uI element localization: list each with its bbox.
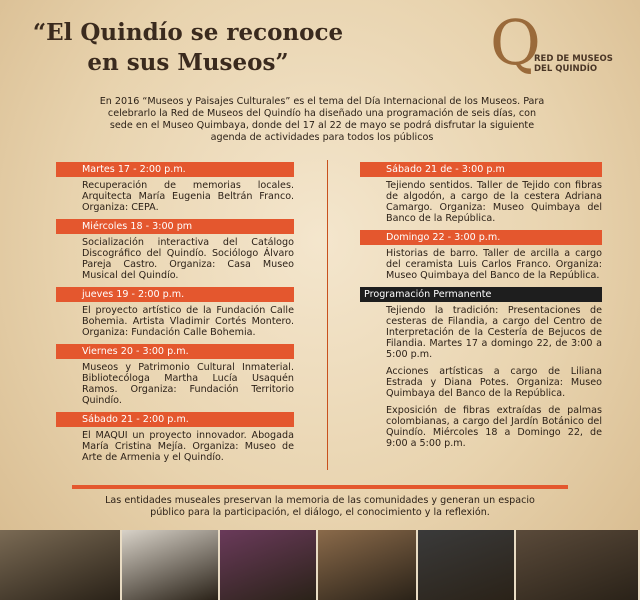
agenda-entry [56, 412, 294, 463]
museum-photo [122, 530, 220, 600]
agenda-entry [360, 162, 602, 224]
agenda-entry [360, 230, 602, 281]
agenda-entry [56, 287, 294, 338]
agenda-entry [56, 162, 294, 213]
column-divider [327, 160, 328, 470]
agenda-day-header: Viernes 20 - 3:00 p.m. [56, 344, 294, 359]
agenda-description: El proyecto artístico de la Fundación Calle Bohemia. Artista Vladimir Cortés Montero. Organiza: Fundación Calle Bohemia. [82, 305, 294, 338]
permanent-item: Acciones artísticas a cargo de Liliana Estrada y Diana Potes. Organiza: Museo Quimbaya del Banco de la República. [386, 366, 602, 399]
museum-photo [418, 530, 516, 600]
agenda-day-header: Domingo 22 - 3:00 p.m. [360, 230, 602, 245]
intro-paragraph: En 2016 “Museos y Paisajes Culturales” es el tema del Día Internacional de los Museos. Para celebrarlo la Red de Museos del Quindío ha diseñado una programación de seis días, con sede en el Museo Quimbaya, donde del 17 al 22 de mayo se podrá disfrutar la siguiente agenda de actividades para todos los públicos [99, 96, 545, 143]
museum-photo [0, 530, 122, 600]
title-line-1: “El Quindío se reconoce [32, 19, 344, 46]
right-agenda-column [360, 162, 602, 455]
title-line-2: en sus Museos” [87, 49, 289, 76]
page-title [28, 18, 348, 78]
permanent-item: Tejiendo la tradición: Presentaciones de cesteras de Filandia, a cargo del Centro de Interpretación de la Cestería de Bejucos de Filandia. Martes 17 a domingo 22, de 3:00 a 5:00 p.m. [386, 305, 602, 360]
agenda-description: El MAQUI un proyecto innovador. Abogada María Cristina Mejía. Organiza: Museo de Arte de Armenia y el Quindío. [82, 430, 294, 463]
agenda-description: Museos y Patrimonio Cultural Inmaterial. Bibliotecóloga Martha Lucía Usaquén Ramos. Organiza: Fundación Territorio Quindío. [82, 362, 294, 406]
red-museos-logo [490, 6, 620, 84]
agenda-day-header: Sábado 21 - 2:00 p.m. [56, 412, 294, 427]
agenda-entry [56, 344, 294, 406]
agenda-description: Tejiendo sentidos. Taller de Tejido con fibras de algodón, a cargo de la cestera Adriana Camargo. Organiza: Museo Quimbaya del Banco de la República. [386, 180, 602, 224]
logo-line-1: RED DE MUSEOS [534, 54, 613, 64]
agenda-day-header: Miércoles 18 - 3:00 pm [56, 219, 294, 234]
permanent-program-header: Programación Permanente [360, 287, 602, 302]
left-agenda-column [56, 162, 294, 469]
agenda-day-header: jueves 19 - 2:00 p.m. [56, 287, 294, 302]
agenda-day-header: Martes 17 - 2:00 p.m. [56, 162, 294, 177]
agenda-description: Socialización interactiva del Catálogo Discográfico del Quindío. Sociólogo Álvaro Pareja Castro. Organiza: Casa Museo Musical del Quindío. [82, 237, 294, 281]
permanent-item: Exposición de fibras extraídas de palmas colombianas, a cargo del Jardín Botánico del Quindío. Miércoles 18 a Domingo 22, de 9:00 a 5:00 p.m. [386, 405, 602, 449]
footer-text: Las entidades museales preservan la memoria de las comunidades y generan un espacio público para la participación, el diálogo, el conocimiento y la reflexión. [105, 495, 535, 518]
logo-q-letter: Q [490, 6, 541, 79]
agenda-description: Recuperación de memorias locales. Arquitecta María Eugenia Beltrán Franco. Organiza: CEPA. [82, 180, 294, 213]
museum-photo [220, 530, 318, 600]
agenda-entry [56, 219, 294, 281]
photo-strip [0, 530, 640, 600]
logo-line-2: DEL QUINDÍO [534, 64, 598, 74]
logo-text [534, 54, 624, 74]
footer-divider [72, 485, 568, 489]
agenda-day-header: Sábado 21 de - 3:00 p.m [360, 162, 602, 177]
museum-photo [516, 530, 640, 600]
agenda-description: Historias de barro. Taller de arcilla a cargo del ceramista Luis Carlos Franco. Organiza: Museo Quimbaya del Banco de la República. [386, 248, 602, 281]
museum-photo [318, 530, 418, 600]
